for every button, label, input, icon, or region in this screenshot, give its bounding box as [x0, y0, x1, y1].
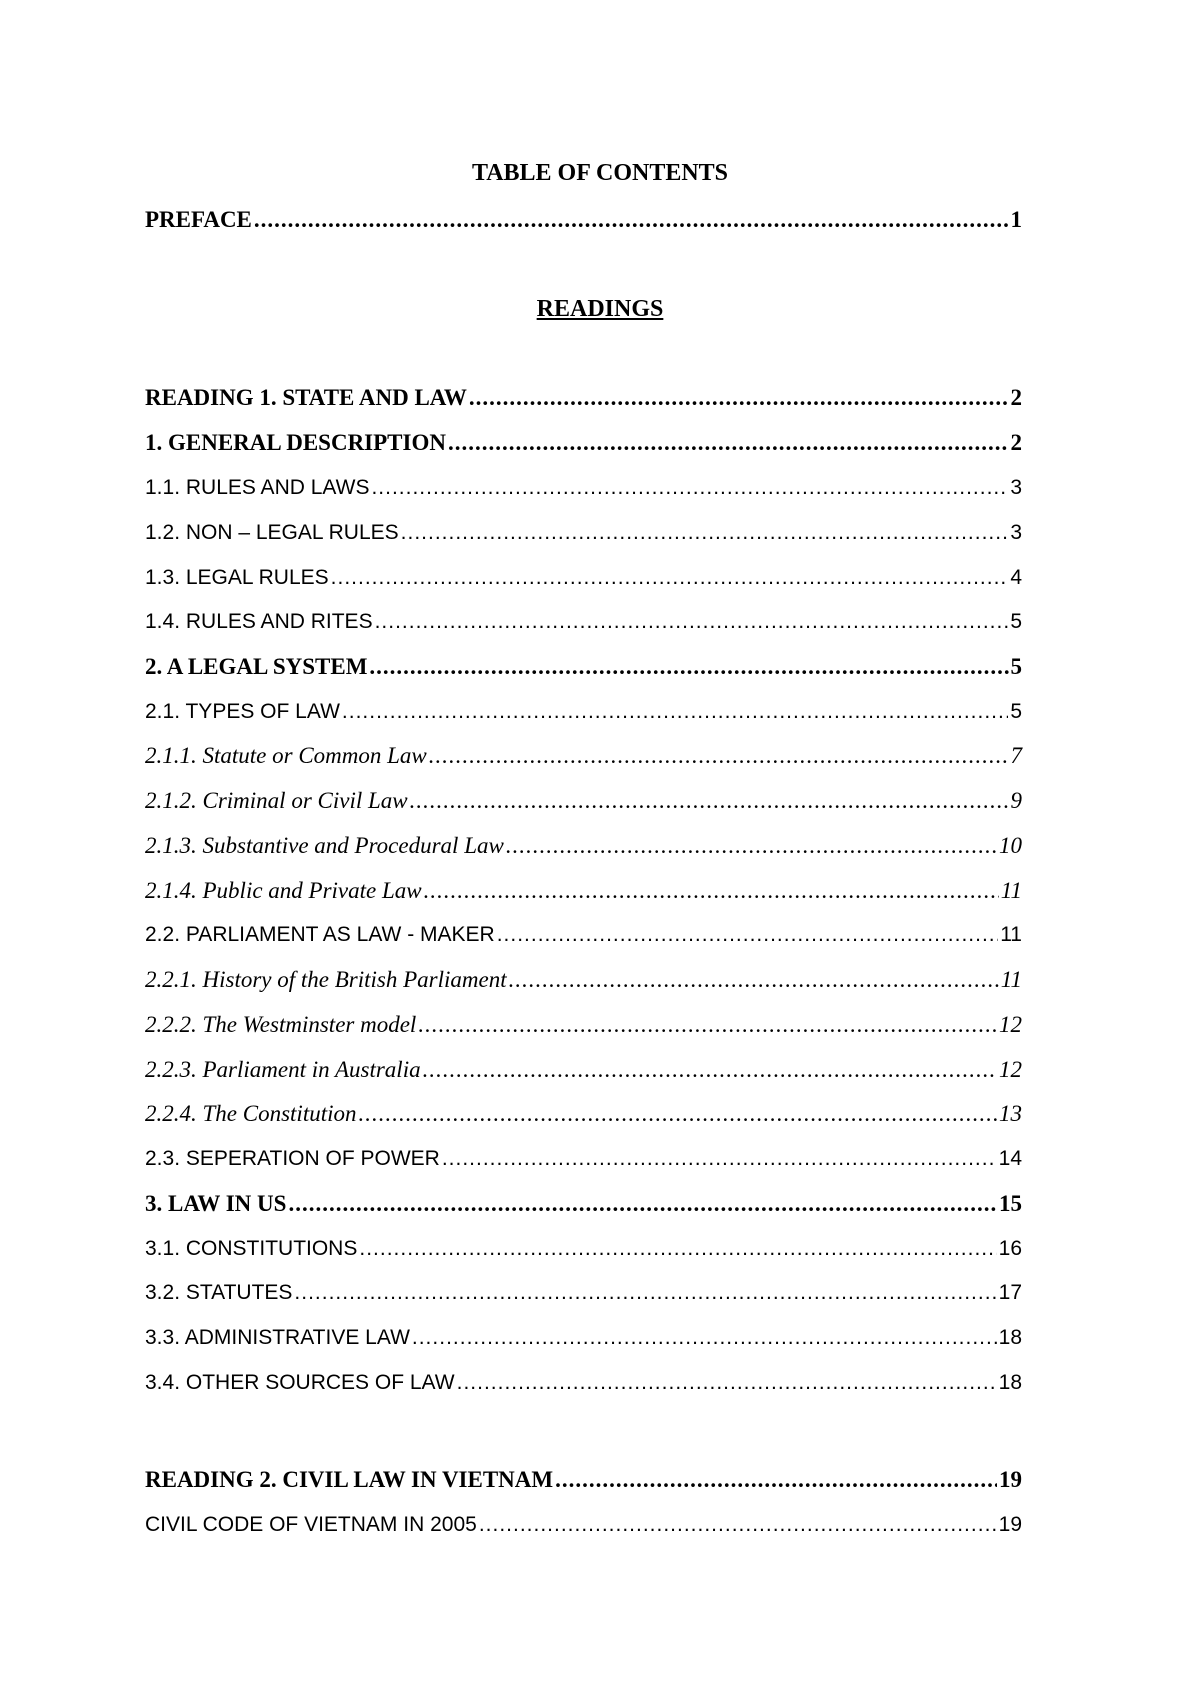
- dot-leader: [254, 205, 1009, 235]
- dot-leader: [418, 1010, 997, 1040]
- toc-entry-page: 3: [1010, 476, 1022, 499]
- toc-entry-page: 11: [1000, 967, 1022, 992]
- dot-leader: [294, 1278, 996, 1308]
- toc-entry: [145, 383, 1022, 413]
- dot-leader: [288, 1189, 997, 1219]
- dot-leader: [429, 741, 1009, 771]
- toc-entry: [145, 1010, 1022, 1040]
- toc-entry-label: 2.1.4. Public and Private Law: [145, 878, 422, 903]
- toc-entry: [145, 518, 1022, 548]
- dot-leader: [555, 1465, 997, 1495]
- toc-entry-label: 1.3. LEGAL RULES: [145, 566, 329, 589]
- toc-entry-page: 9: [1010, 788, 1022, 813]
- toc-entry: [145, 697, 1022, 727]
- toc-entry-page: 13: [999, 1101, 1022, 1126]
- toc-entry-page: 19: [998, 1513, 1022, 1536]
- toc-entry: [145, 1323, 1022, 1353]
- toc-entry-page: 11: [1000, 878, 1022, 903]
- toc-entry-preface: [145, 205, 1022, 235]
- dot-leader: [509, 965, 999, 995]
- toc-entry-page: 5: [1010, 610, 1022, 633]
- toc-entry-label: READING 2. CIVIL LAW IN VIETNAM: [145, 1467, 554, 1492]
- dot-leader: [497, 920, 998, 950]
- dot-leader: [442, 1144, 997, 1174]
- toc-entry: [145, 786, 1022, 816]
- toc-entry-page: 14: [998, 1147, 1022, 1170]
- toc-entry: [145, 473, 1022, 503]
- page-title: TABLE OF CONTENTS: [471, 160, 729, 186]
- dot-leader: [469, 383, 1009, 413]
- toc-entry-label: 2.1.2. Criminal or Civil Law: [145, 788, 408, 813]
- toc-entry-label: PREFACE: [145, 207, 252, 232]
- toc-entry-page: 2: [1010, 385, 1022, 410]
- toc-entry-label: 3.2. STATUTES: [145, 1281, 293, 1304]
- dot-leader: [410, 786, 1009, 816]
- toc-entry-page: 19: [999, 1467, 1022, 1492]
- toc-entry-page: 11: [1000, 923, 1022, 946]
- dot-leader: [331, 563, 1009, 593]
- toc-entry-page: 15: [999, 1191, 1022, 1216]
- dot-leader: [371, 473, 1008, 503]
- toc-entry-page: 18: [998, 1326, 1022, 1349]
- toc-entry-page: 5: [1010, 654, 1022, 679]
- toc-entry-label: 1.2. NON – LEGAL RULES: [145, 521, 399, 544]
- toc-entry-page: 4: [1010, 566, 1022, 589]
- toc-entry-page: 12: [999, 1012, 1022, 1037]
- toc-entry-page: 10: [999, 833, 1022, 858]
- toc-entry-label: 2.3. SEPERATION OF POWER: [145, 1147, 440, 1170]
- toc-entry-label: 2.1. TYPES OF LAW: [145, 700, 340, 723]
- toc-entry-label: 1. GENERAL DESCRIPTION: [145, 430, 446, 455]
- toc-entry: [145, 741, 1022, 771]
- dot-leader: [375, 607, 1009, 637]
- toc-entry-label: 2.1.3. Substantive and Procedural Law: [145, 833, 504, 858]
- toc-entry: [145, 1189, 1022, 1219]
- toc-entry: [145, 607, 1022, 637]
- toc-entry: [145, 1144, 1022, 1174]
- dot-leader: [412, 1323, 997, 1353]
- toc-entry: [145, 1465, 1022, 1495]
- toc-entry-label: 3.4. OTHER SOURCES OF LAW: [145, 1371, 455, 1394]
- toc-entry-label: 2.2. PARLIAMENT AS LAW - MAKER: [145, 923, 495, 946]
- dot-leader: [479, 1510, 997, 1540]
- toc-entry-page: 2: [1010, 430, 1022, 455]
- toc-entry-label: READING 1. STATE AND LAW: [145, 385, 467, 410]
- toc-entry-label: 2.2.1. History of the British Parliament: [145, 967, 507, 992]
- toc-entry: [145, 1234, 1022, 1264]
- toc-entry: [145, 1278, 1022, 1308]
- toc-entry-label: 3.3. ADMINISTRATIVE LAW: [145, 1326, 410, 1349]
- toc-entry-page: 5: [1010, 700, 1022, 723]
- toc-entry-label: 1.4. RULES AND RITES: [145, 610, 373, 633]
- toc-entry-page: 18: [998, 1371, 1022, 1394]
- dot-leader: [342, 697, 1008, 727]
- dot-leader: [359, 1099, 998, 1129]
- toc-entry-page: 16: [998, 1237, 1022, 1260]
- dot-leader: [424, 876, 999, 906]
- toc-entry-label: 2.2.2. The Westminster model: [145, 1012, 417, 1037]
- toc-entry-label: 2.2.4. The Constitution: [145, 1101, 357, 1126]
- toc-entry: [145, 652, 1022, 682]
- dot-leader: [359, 1234, 996, 1264]
- dot-leader: [401, 518, 1009, 548]
- toc-entry: [145, 1055, 1022, 1085]
- toc-entry-page: 12: [999, 1057, 1022, 1082]
- toc-entry: [145, 563, 1022, 593]
- toc-entry-label: 2.2.3. Parliament in Australia: [145, 1057, 421, 1082]
- toc-entry-label: 3.1. CONSTITUTIONS: [145, 1237, 358, 1260]
- toc-entry-page: 1: [1010, 207, 1022, 232]
- toc-entry: [145, 1368, 1022, 1398]
- toc-entry-label: 1.1. RULES AND LAWS: [145, 476, 370, 499]
- toc-entry-page: 17: [998, 1281, 1022, 1304]
- toc-entry-label: CIVIL CODE OF VIETNAM IN 2005: [145, 1513, 477, 1536]
- toc-entry: [145, 876, 1022, 906]
- toc-entry: [145, 1510, 1022, 1540]
- dot-leader: [457, 1368, 997, 1398]
- toc-entry-label: 2.1.1. Statute or Common Law: [145, 743, 427, 768]
- readings-heading: READINGS: [536, 296, 664, 322]
- toc-entry: [145, 920, 1022, 950]
- dot-leader: [423, 1055, 997, 1085]
- toc-entry-label: 3. LAW IN US: [145, 1191, 287, 1216]
- toc-entry: [145, 1099, 1022, 1129]
- toc-entry: [145, 831, 1022, 861]
- toc-entry: [145, 428, 1022, 458]
- dot-leader: [506, 831, 997, 861]
- toc-entry: [145, 965, 1022, 995]
- toc-entry-page: 3: [1010, 521, 1022, 544]
- toc-entry-page: 7: [1010, 743, 1022, 768]
- toc-entry-label: 2. A LEGAL SYSTEM: [145, 654, 368, 679]
- dot-leader: [448, 428, 1009, 458]
- dot-leader: [369, 652, 1008, 682]
